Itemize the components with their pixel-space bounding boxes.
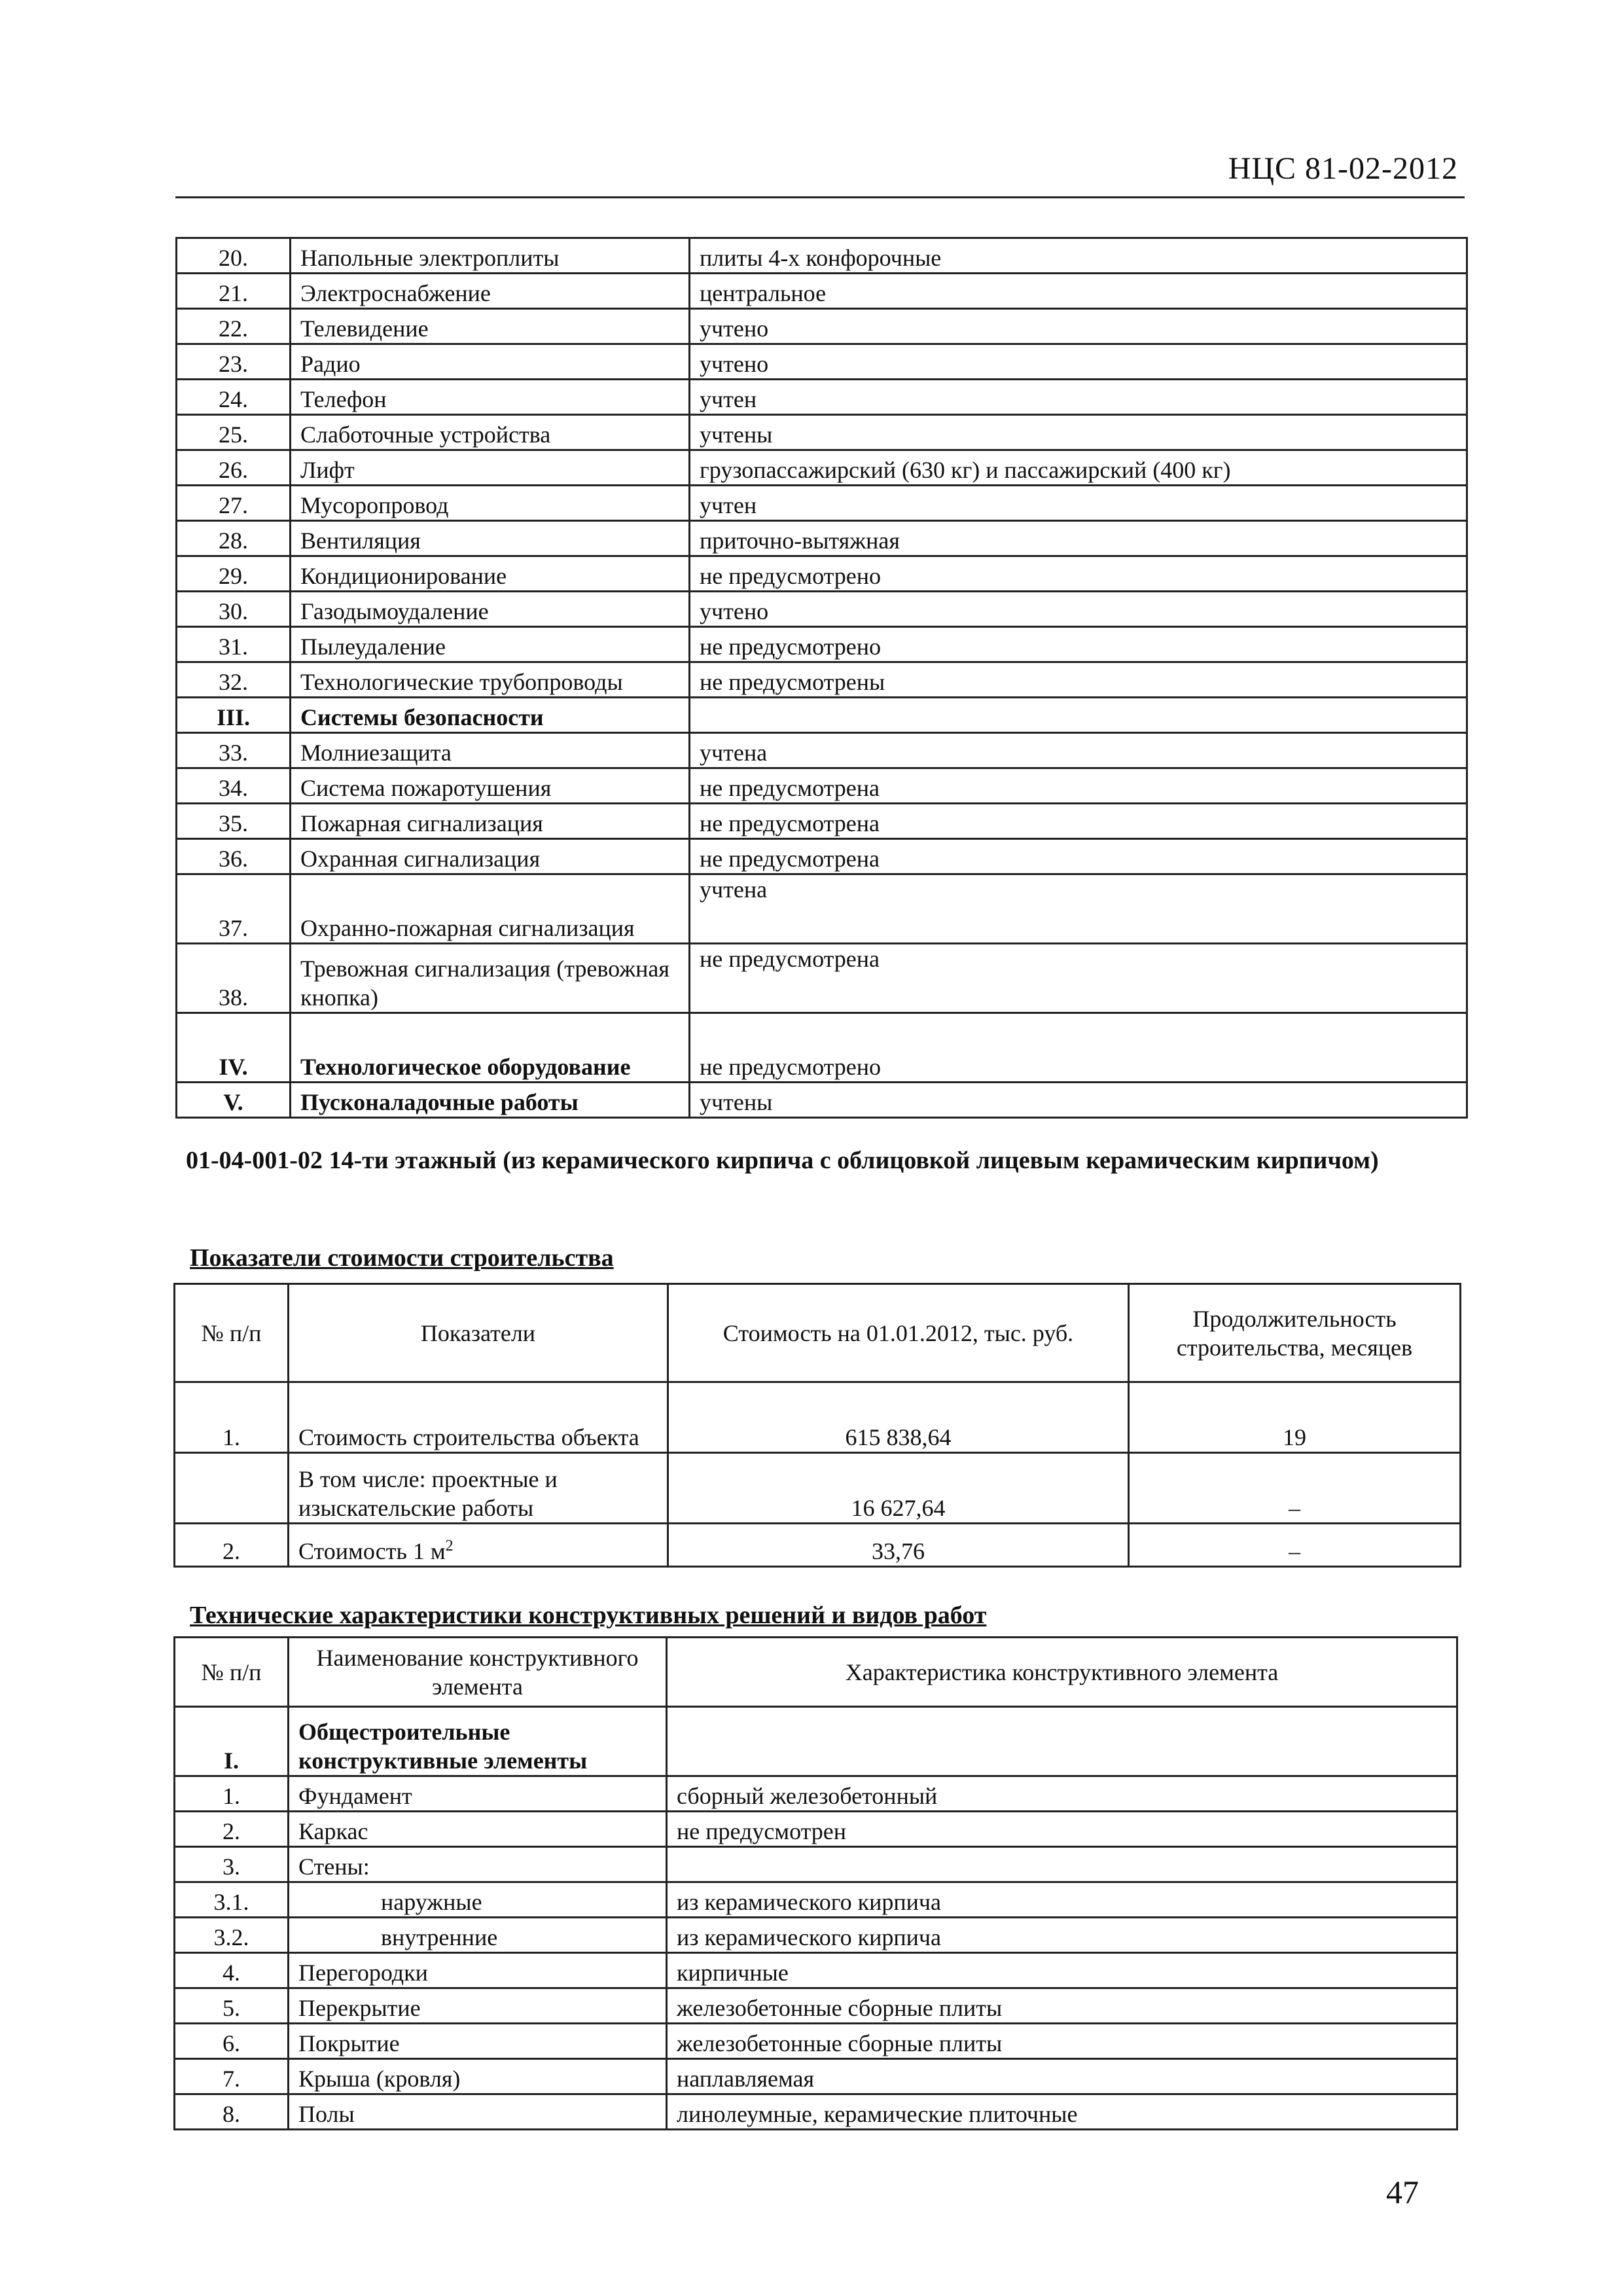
table-row: 22. Телевидение учтено xyxy=(177,309,1467,344)
page-header xyxy=(175,145,1465,198)
table-row: 31. Пылеудаление не предусмотрено xyxy=(177,627,1467,662)
tech-table-title: Технические характеристики конструктивных решений и видов работ xyxy=(190,1602,987,1629)
table-row: 6. Покрытие железобетонные сборные плиты xyxy=(175,2024,1457,2059)
table-row: 3.2. внутренние из керамического кирпича xyxy=(175,1918,1457,1953)
table-header-row: № п/п Наименование конструктивного элемента Характеристика конструктивного элемента xyxy=(175,1638,1457,1707)
table-row: 23. Радио учтено xyxy=(177,344,1467,380)
table-row: 3. Стены: xyxy=(175,1847,1457,1882)
table-row: 37. Охранно-пожарная сигнализация учтена xyxy=(177,874,1467,944)
table-row: 5. Перекрытие железобетонные сборные плиты xyxy=(175,1988,1457,2024)
cost-table-title: Показатели стоимости строительства xyxy=(190,1244,614,1272)
table-row: 34. Система пожаротушения не предусмотрена xyxy=(177,768,1467,804)
section-title: 01-04-001-02 14-ти этажный (из керамического кирпича с облицовкой лицевым керамическим кирпичом) xyxy=(186,1147,1379,1174)
table-row: 1. Фундамент сборный железобетонный xyxy=(175,1776,1457,1812)
table-row: 2. Каркас не предусмотрен xyxy=(175,1812,1457,1847)
table-row: 8. Полы линолеумные, керамические плиточные xyxy=(175,2094,1457,2130)
table-row: 26. Лифт грузопассажирский (630 кг) и пассажирский (400 кг) xyxy=(177,450,1467,486)
tech-table xyxy=(173,1636,1458,2130)
table-row: 35. Пожарная сигнализация не предусмотрена xyxy=(177,804,1467,839)
table-row: 1. Стоимость строительства объекта 615 838,64 19 xyxy=(175,1382,1461,1453)
table-row: 24. Телефон учтен xyxy=(177,380,1467,415)
table-row: В том числе: проектные и изыскательские работы 16 627,64 – xyxy=(175,1453,1461,1524)
table-row: 38. Тревожная сигнализация (тревожная кнопка) не предусмотрена xyxy=(177,944,1467,1013)
table-header-row: № п/п Показатели Стоимость на 01.01.2012, тыс. руб. Продолжительность строительства, месяцев xyxy=(175,1284,1461,1382)
table-row-section: III. Системы безопасности xyxy=(177,698,1467,733)
table-row: 3.1. наружные из керамического кирпича xyxy=(175,1882,1457,1918)
table-row: 20. Напольные электроплиты плиты 4-х конфорочные xyxy=(177,238,1467,274)
table-row: 2. Стоимость 1 $м^2$ 33,76 – xyxy=(175,1524,1461,1567)
table-row: 32. Технологические трубопроводы не предусмотрены xyxy=(177,662,1467,698)
table-row: 21. Электроснабжение центральное xyxy=(177,274,1467,309)
cost-table xyxy=(173,1283,1461,1568)
table-row: 33. Молниезащита учтена xyxy=(177,733,1467,768)
table-row: 36. Охранная сигнализация не предусмотрена xyxy=(177,839,1467,874)
table-row: 25. Слаботочные устройства учтены xyxy=(177,415,1467,450)
table-row: 4. Перегородки кирпичные xyxy=(175,1953,1457,1988)
table-row-section: I. Общестроительные конструктивные элементы xyxy=(175,1707,1457,1776)
table-row-section: IV. Технологическое оборудование не предусмотрено xyxy=(177,1013,1467,1083)
systems-table xyxy=(175,237,1468,1119)
table-row: 7. Крыша (кровля) наплавляемая xyxy=(175,2059,1457,2094)
table-row: 29. Кондиционирование не предусмотрено xyxy=(177,556,1467,592)
table-row-section: V. Пусконаладочные работы учтены xyxy=(177,1083,1467,1118)
page-number: 47 xyxy=(1386,2174,1419,2210)
table-row: 28. Вентиляция приточно-вытяжная xyxy=(177,521,1467,556)
document-code: НЦС 81-02-2012 xyxy=(1228,151,1458,186)
table-row: 30. Газодымоудаление учтено xyxy=(177,592,1467,627)
table-row: 27. Мусоропровод учтен xyxy=(177,486,1467,521)
